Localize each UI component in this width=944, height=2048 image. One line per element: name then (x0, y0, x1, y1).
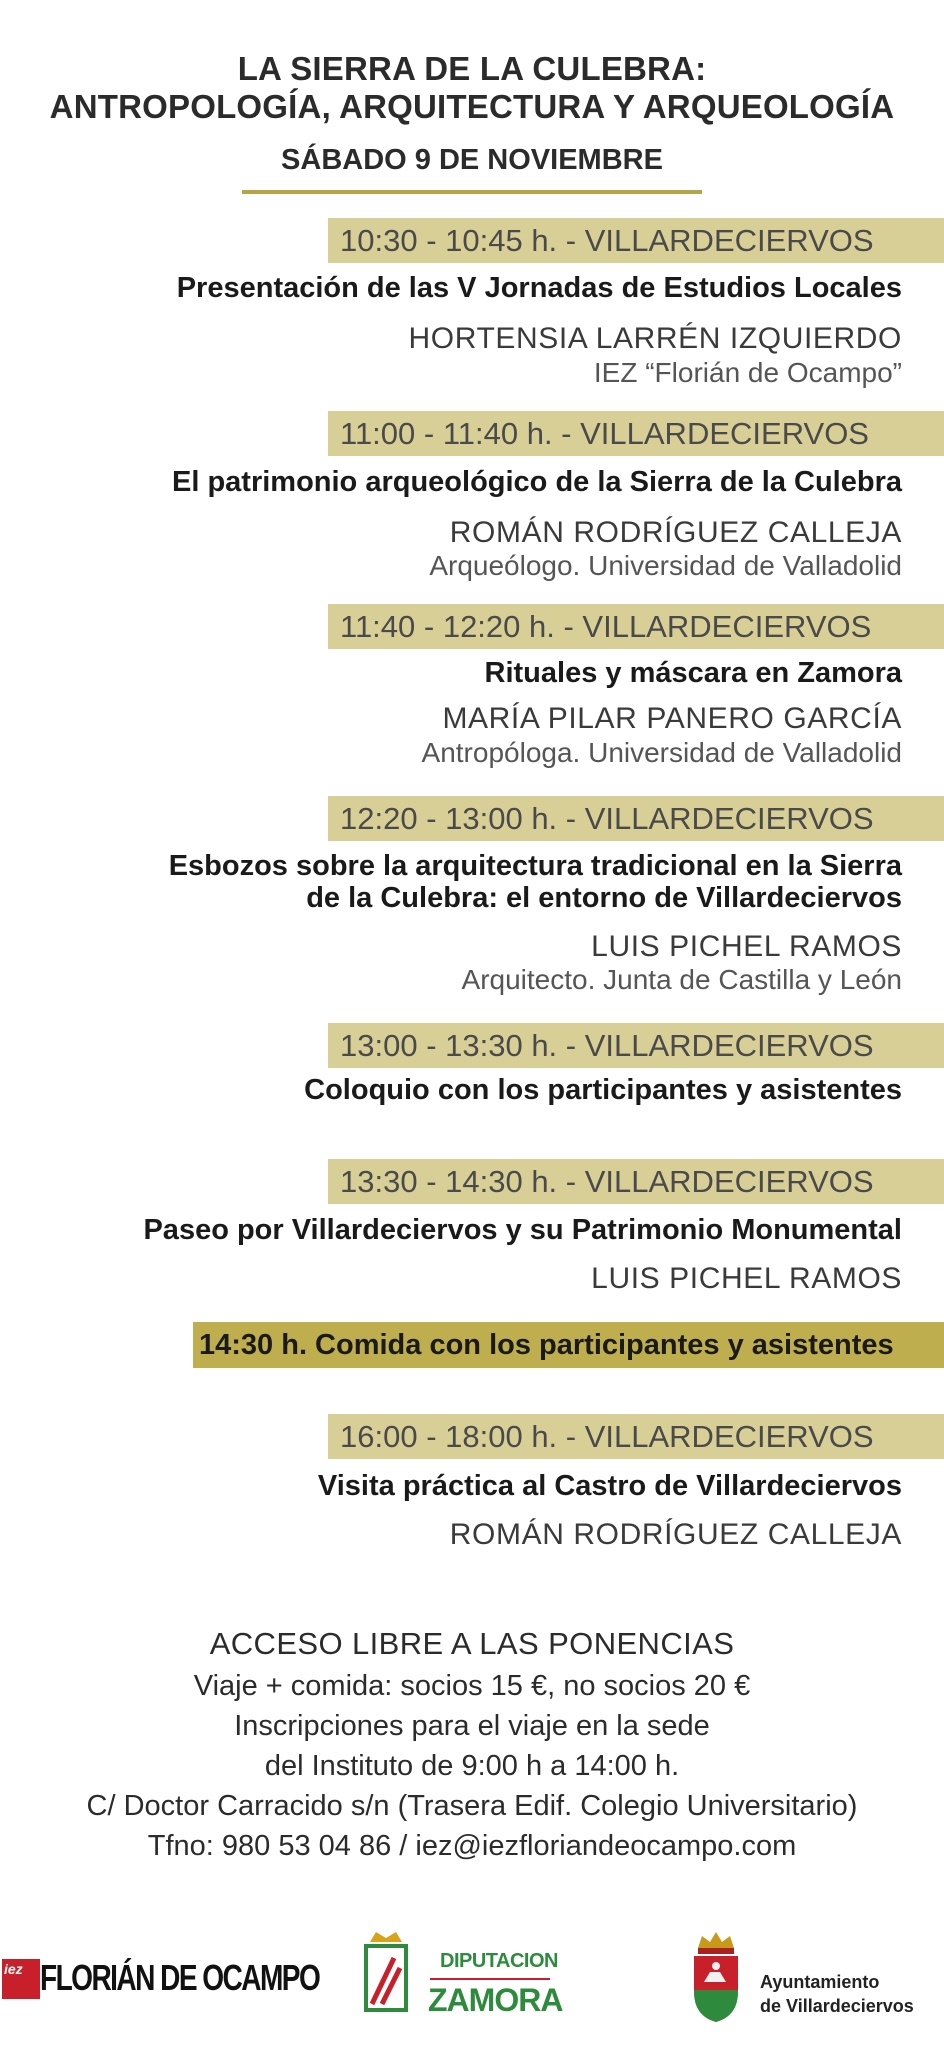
title-line-1: LA SIERRA DE LA CULEBRA: (237, 50, 707, 87)
zamora-word: ZAMORA (428, 1982, 563, 2018)
session-6-title: Paseo por Villardeciervos y su Patrimonio Monumental (143, 1214, 902, 1246)
session-3-speaker: MARÍA PILAR PANERO GARCÍA (442, 702, 902, 735)
title-line-2: ANTROPOLOGÍA, ARQUITECTURA Y ARQUEOLOGÍA (49, 88, 895, 125)
session-1-time: 10:30 - 10:45 h. - VILLARDECIERVOS (328, 218, 944, 263)
ayuntamiento-word: Ayuntamiento (760, 1972, 880, 1992)
session-4-title-line-1: Esbozos sobre la arquitectura tradicional en la Sierra (168, 850, 902, 882)
diputacion-rule (430, 1978, 550, 1980)
iez-logo (0, 1955, 320, 2003)
session-5-time: 13:00 - 13:30 h. - VILLARDECIERVOS (328, 1023, 944, 1068)
free-access-heading: ACCESO LIBRE A LAS PONENCIAS (209, 1626, 735, 1661)
session-6-time: 13:30 - 14:30 h. - VILLARDECIERVOS (328, 1159, 944, 1204)
session-1-title: Presentación de las V Jornadas de Estudios Locales (176, 272, 902, 304)
coat-of-arms-icon (686, 1928, 746, 2026)
session-2-time: 11:00 - 11:40 h. - VILLARDECIERVOS (328, 411, 944, 456)
hours-line: del Instituto de 9:00 h a 14:00 h. (264, 1750, 680, 1782)
villardeciervos-word: de Villardeciervos (760, 1996, 914, 2016)
meal-banner: 14:30 h. Comida con los participantes y asistentes (193, 1322, 944, 1368)
registration-line: Inscripciones para el viaje en la sede (234, 1710, 710, 1742)
ayuntamiento-logo (686, 1928, 944, 2028)
session-6-speaker: LUIS PICHEL RAMOS (591, 1262, 902, 1295)
session-2-speaker: ROMÁN RODRÍGUEZ CALLEJA (449, 516, 902, 549)
session-5-title: Coloquio con los participantes y asistentes (304, 1074, 902, 1106)
date-underline (242, 190, 702, 194)
session-3-time: 11:40 - 12:20 h. - VILLARDECIERVOS (328, 604, 944, 649)
iez-badge (2, 1959, 40, 1999)
iez-badge-text: iez (4, 1961, 23, 1977)
event-date: SÁBADO 9 DE NOVIEMBRE (281, 144, 663, 176)
session-7-time: 16:00 - 18:00 h. - VILLARDECIERVOS (328, 1414, 944, 1459)
session-7-speaker: ROMÁN RODRÍGUEZ CALLEJA (449, 1518, 902, 1551)
session-4-time: 12:20 - 13:00 h. - VILLARDECIERVOS (328, 796, 944, 841)
session-2-title: El patrimonio arqueológico de la Sierra de la Culebra (171, 466, 902, 498)
session-7-title: Visita práctica al Castro de Villardeciervos (317, 1470, 902, 1502)
session-1-affiliation: IEZ “Florián de Ocampo” (593, 357, 902, 388)
diputacion-emblem-icon (360, 1928, 412, 2016)
contact-line: Tfno: 980 53 04 86 / iez@iezfloriandeocampo.com (147, 1830, 797, 1862)
diputacion-word: DIPUTACION (440, 1950, 558, 1972)
session-3-affiliation: Antropóloga. Universidad de Valladolid (421, 737, 902, 768)
address-line: C/ Doctor Carracido s/n (Trasera Edif. Colegio Universitario) (86, 1790, 858, 1822)
price-line: Viaje + comida: socios 15 €, no socios 20 € (193, 1670, 751, 1702)
diputacion-logo (360, 1928, 590, 2018)
session-3-title: Rituales y máscara en Zamora (484, 657, 902, 689)
session-4-title-line-2: de la Culebra: el entorno de Villardeciervos (306, 882, 902, 914)
iez-name: FLORIÁN DE OCAMPO (40, 1957, 320, 1998)
session-4-speaker: LUIS PICHEL RAMOS (591, 930, 902, 963)
session-1-speaker: HORTENSIA LARRÉN IZQUIERDO (408, 322, 902, 355)
session-4-affiliation: Arquitecto. Junta de Castilla y León (461, 964, 902, 995)
session-2-affiliation: Arqueólogo. Universidad de Valladolid (429, 550, 902, 581)
